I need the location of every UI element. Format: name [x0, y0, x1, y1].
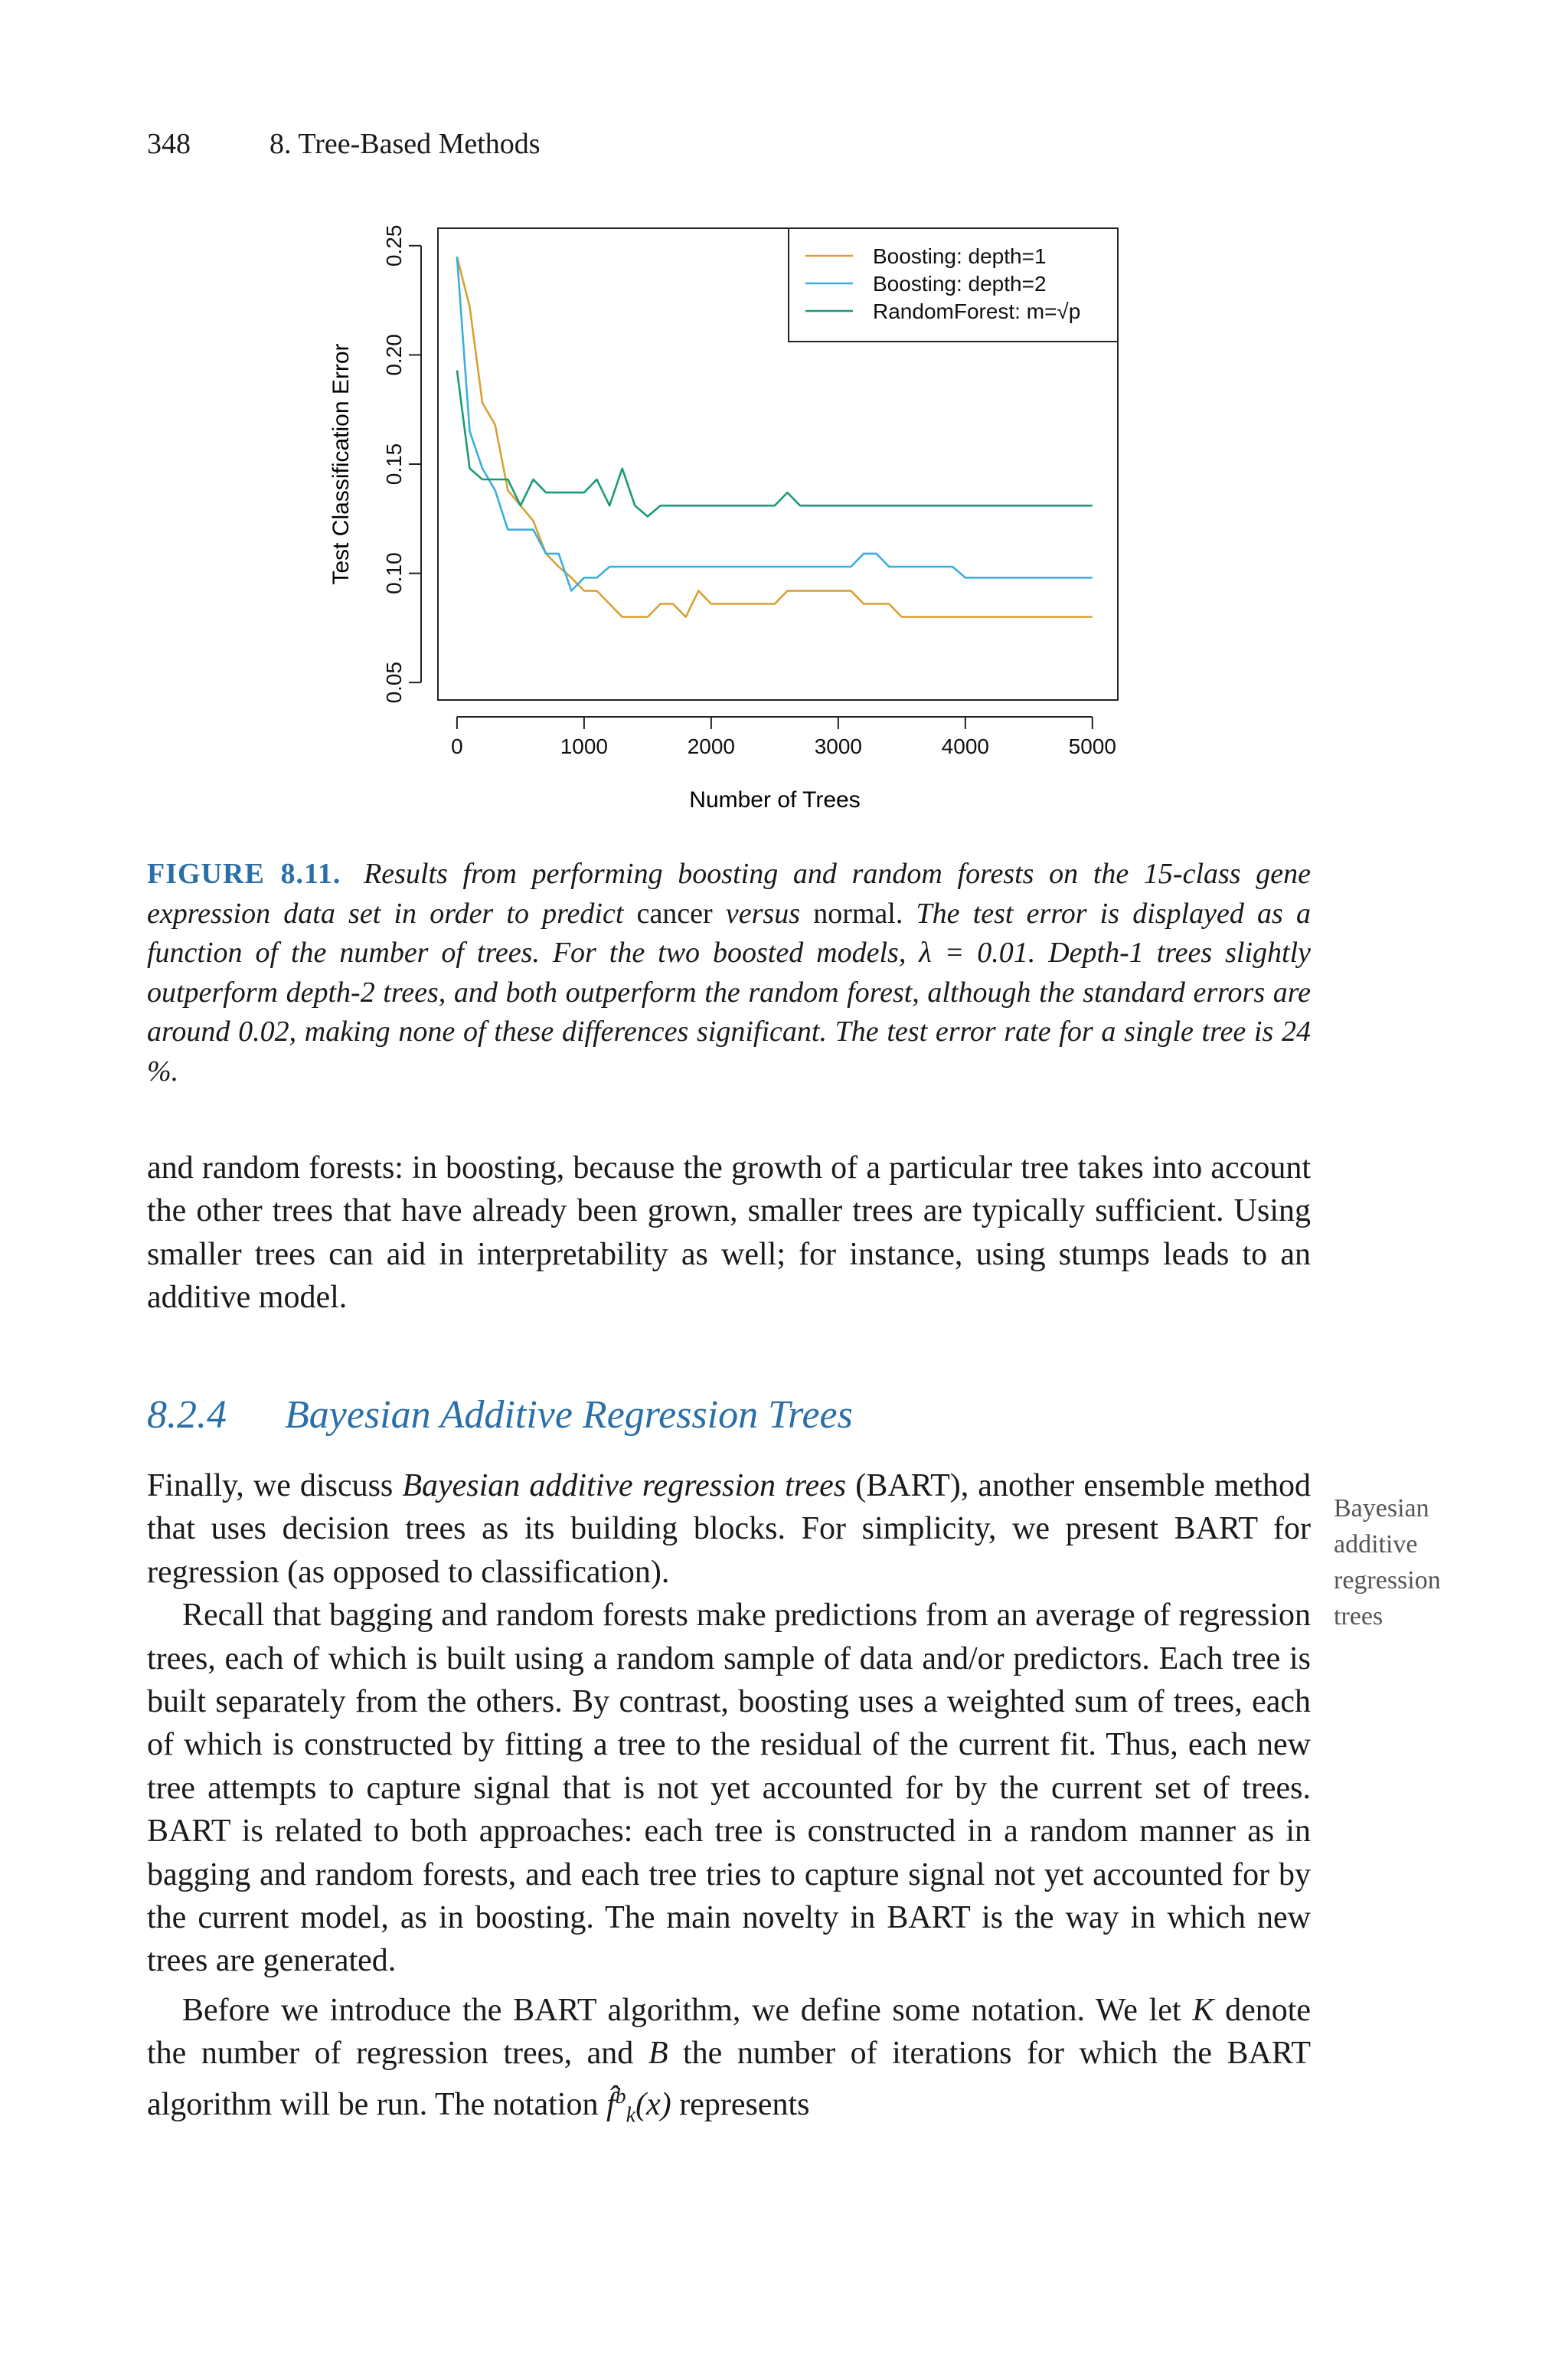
x-tick-label: 4000 [941, 734, 989, 758]
caption-text-5: The test error is displayed as a function of the number of trees. For the two boosted models, λ = 0.01. Depth-1 trees slightly outperform depth-2 trees, and both outperform the random forest, although the standard errors are around 0.02, making none of these differences significant. The test error rate for a single tree is 24 %. [147, 897, 1311, 1088]
caption-text-1: Results from performing boosting and random forests on the 15-class gene expression data set in order to predict [147, 858, 1312, 930]
legend-label: Boosting: depth=1 [873, 244, 1047, 268]
chart-legend [789, 228, 1118, 342]
p4-text-a: Before we introduce the BART algorithm, we define some notation. We let [182, 1992, 1181, 2028]
legend-label: RandomForest: m=√p [873, 299, 1081, 323]
section-body [147, 1464, 1311, 2137]
x-tick-label: 0 [451, 734, 463, 758]
p4-math-b: B [648, 2036, 668, 2072]
p4-text-b: denote the number of regression trees, and [147, 1992, 1312, 2072]
x-tick-label: 5000 [1068, 734, 1116, 758]
series-line-3 [457, 370, 1093, 516]
p4-text-d: represents [679, 2086, 810, 2122]
x-tick-label: 1000 [560, 734, 609, 758]
figure-caption [147, 855, 1311, 1091]
section-title: Bayesian Additive Regression Trees [285, 1393, 853, 1437]
p4-text-c: the number of iterations for which the BART algorithm will be run. The notation [147, 2036, 1311, 2122]
y-axis-label: Test Classification Error [328, 343, 354, 585]
fhat-sup: b [615, 2084, 626, 2108]
y-tick-label: 0.10 [382, 552, 406, 594]
x-tick-label: 3000 [814, 734, 862, 758]
caption-text-2: cancer [636, 897, 713, 930]
paragraph-1: and random forests: in boosting, because the growth of a particular tree takes into account the other trees that have already been grown, smaller trees are typically sufficient. Using smaller trees can aid in interpretability as well; for instance, using stumps leads to an additive model. [147, 1150, 1311, 1316]
p4-math-k: K [1192, 1992, 1214, 2028]
y-tick-label: 0.20 [382, 334, 406, 376]
figure-label: FIGURE 8.11. [147, 858, 341, 890]
y-tick-label: 0.15 [382, 443, 406, 486]
page-number: 348 [147, 128, 191, 160]
fhat-arg: (x) [635, 2086, 671, 2122]
fhat-sub: k [626, 2103, 636, 2128]
paragraph-2 [147, 1464, 1311, 1594]
paragraph-4 [147, 1989, 1311, 2138]
section-number: 8.2.4 [147, 1393, 227, 1437]
paragraph-3: Recall that bagging and random forests make predictions from an average of regression trees, each of which is built using a random sample of data and/or predictors. Each tree is built separately from the others. By contrast, boosting uses a weighted sum of trees, each of which is constructed by fitting a tree to the residual of the current fit. Thus, each new tree attempts to capture signal that is not yet accounted for by the current set of trees. BART is related to both approaches: each tree is constructed in a random manner as in bagging and random forests, and each tree tries to capture signal not yet accounted for by the current model, as in boosting. The main novelty in BART is the way in which new trees are generated. [147, 1598, 1311, 1979]
chapter-title: 8. Tree-Based Methods [270, 128, 541, 160]
x-tick-label: 2000 [687, 734, 736, 758]
p2-term-bart: Bayesian additive regression trees [402, 1468, 847, 1503]
caption-text-4: normal. [813, 897, 903, 930]
x-axis-label: Number of Trees [689, 787, 861, 813]
caption-text-3: versus [725, 897, 800, 930]
y-tick-label: 0.05 [382, 661, 406, 704]
p2-text-c: (BART), another ensemble method that uses decision trees as its building blocks. For simplicity, we present BART for regression (as opposed to classification). [147, 1468, 1311, 1590]
legend-label: Boosting: depth=2 [873, 272, 1047, 296]
margin-note: Bayesian additive regression trees [1334, 1494, 1441, 1631]
y-tick-label: 0.25 [382, 224, 406, 267]
p4-math-fhat [606, 2084, 671, 2128]
section-heading [147, 1392, 853, 1438]
figure-8-11-chart [0, 0, 1568, 835]
p2-text-a: Finally, we discuss [147, 1468, 394, 1503]
fhat-symbol: f̂ [606, 2086, 616, 2122]
